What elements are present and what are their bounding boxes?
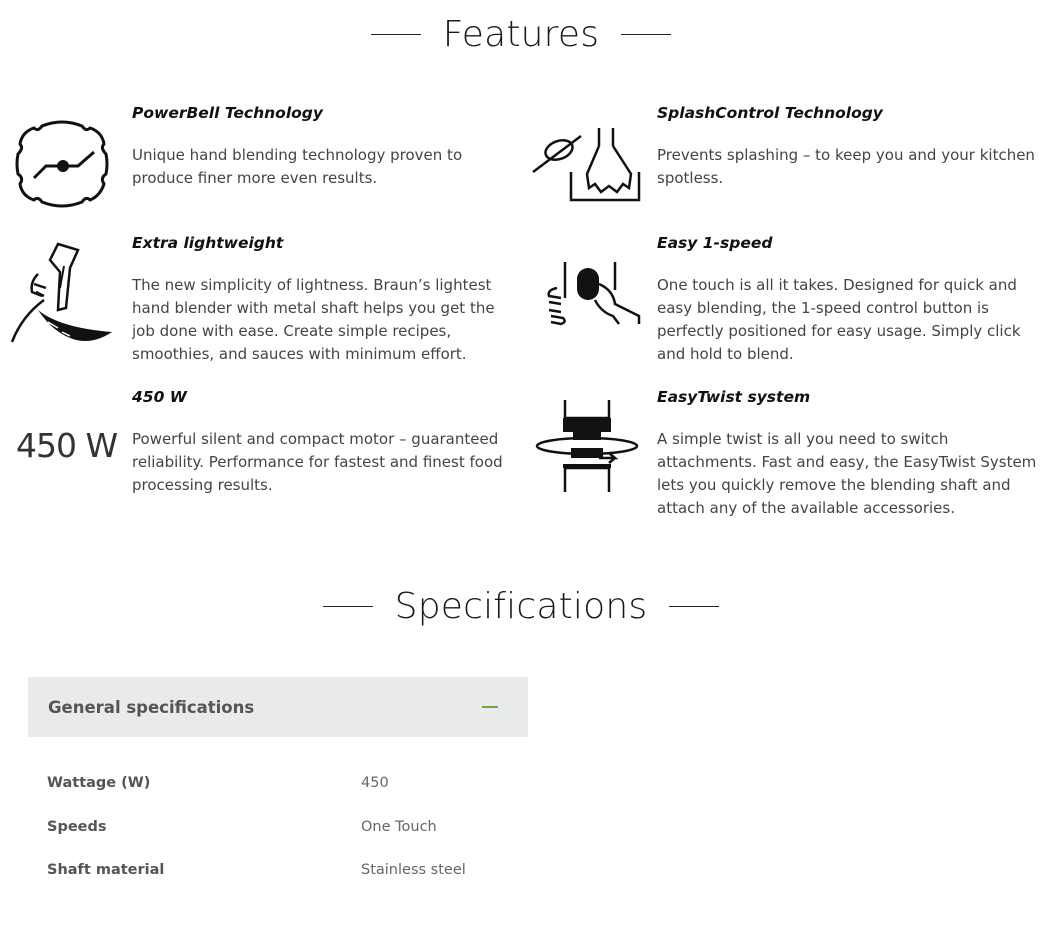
specifications-heading-text: Specifications xyxy=(394,586,648,627)
features-heading xyxy=(0,14,1042,55)
easytwist-icon xyxy=(533,398,643,494)
splash-control-icon xyxy=(531,126,641,204)
heading-rule-left xyxy=(323,606,373,607)
spec-key: Shaft material xyxy=(47,862,165,878)
feature-description: The new simplicity of lightness. Braun’s lightest hand blender with metal shaft helps you get the job done with ease. Create simple recipes, smoothies, and sauces with minimum effort. xyxy=(132,276,495,363)
feature-description: A simple twist is all you need to switch attachments. Fast and easy, the EasyTwist System lets you quickly remove the blending shaft and attach any of the available accessories. xyxy=(657,430,1037,517)
powerbell-icon xyxy=(12,118,112,210)
feature-title: SplashControl Technology xyxy=(657,104,883,122)
wattage-icon: 450 W xyxy=(16,426,118,465)
features-heading-text: Features xyxy=(442,14,600,55)
feature-description: Unique hand blending technology proven to produce finer more even results. xyxy=(132,146,463,187)
spec-panel-label: General specifications xyxy=(48,697,255,717)
heading-rule-left xyxy=(371,34,421,35)
minus-icon[interactable] xyxy=(482,706,498,708)
feature-title: 450 W xyxy=(132,388,187,406)
feather-blender-icon xyxy=(8,238,120,350)
general-specifications-toggle[interactable] xyxy=(28,677,528,737)
spec-value: 450 xyxy=(361,775,389,791)
feature-title: Extra lightweight xyxy=(132,234,284,252)
heading-rule-right xyxy=(669,606,719,607)
feature-description: Prevents splashing – to keep you and your kitchen spotless. xyxy=(657,146,1035,187)
spec-value: One Touch xyxy=(361,819,437,835)
one-touch-button-icon xyxy=(543,260,643,326)
feature-description: One touch is all it takes. Designed for quick and easy blending, the 1-speed control button is perfectly positioned for easy usage. Simply click and hold to blend. xyxy=(657,276,1021,363)
feature-title: PowerBell Technology xyxy=(132,104,323,122)
feature-title: Easy 1-speed xyxy=(657,234,773,252)
feature-title: EasyTwist system xyxy=(657,388,811,406)
spec-key: Speeds xyxy=(47,819,107,835)
spec-key: Wattage (W) xyxy=(47,775,151,791)
heading-rule-right xyxy=(621,34,671,35)
specifications-heading xyxy=(0,586,1042,627)
spec-value: Stainless steel xyxy=(361,862,466,878)
feature-description: Powerful silent and compact motor – guaranteed reliability. Performance for fastest and finest food processing results. xyxy=(132,430,503,494)
